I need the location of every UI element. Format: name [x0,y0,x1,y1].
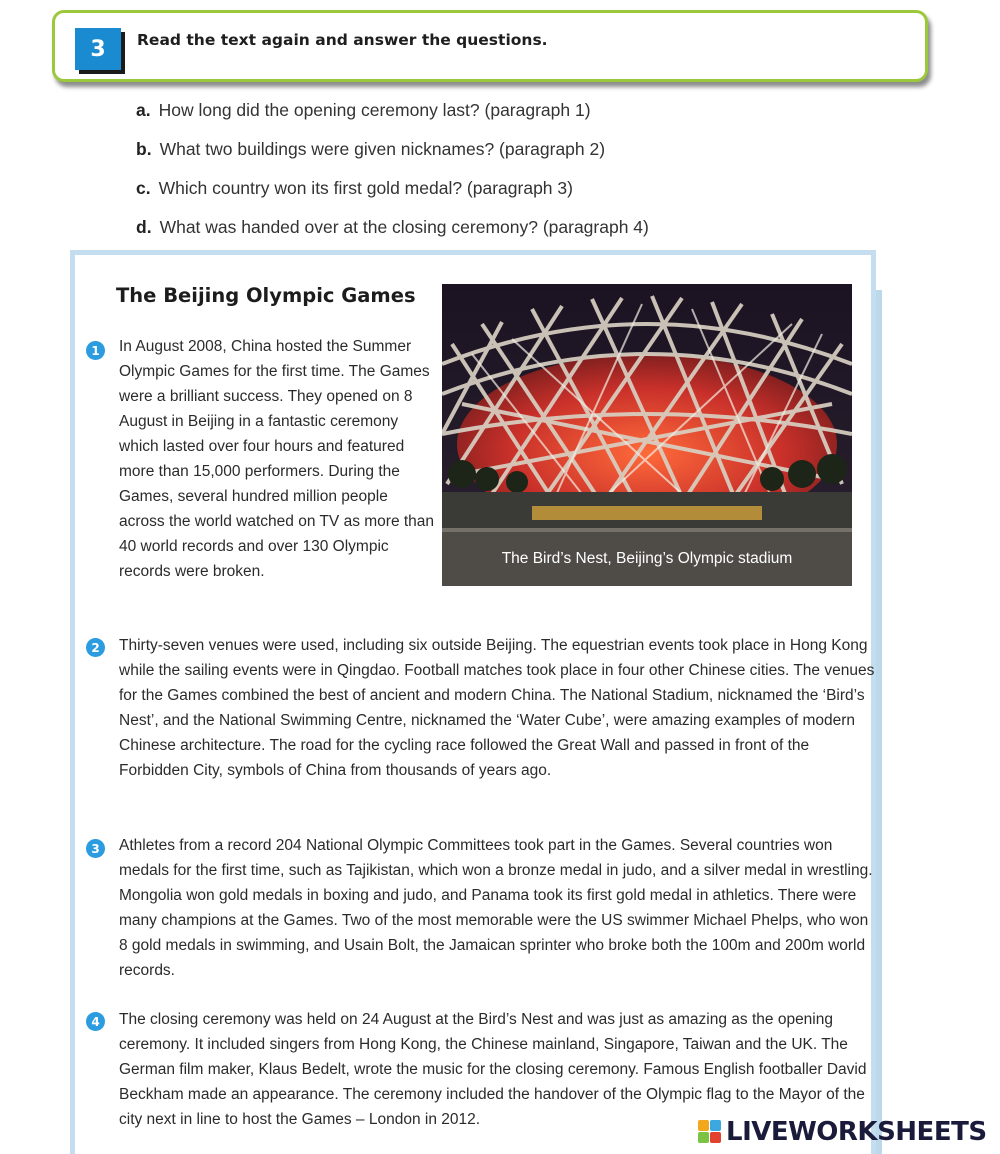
paragraph-number-4: 4 [86,1012,105,1031]
question-letter: c. [136,178,151,198]
question-item [136,137,649,176]
paragraph-2: Thirty-seven venues were used, including six outside Beijing. The equestrian events took place in Hong Kong while the sailing events were in Qingdao. Football matches took place in four other Chinese cities. The venues for the Games combined the best of ancient and modern China. The National Stadium, nicknamed the ‘Bird’s Nest’, and the National Swimming Centre, nicknamed the ‘Water Cube’, were amazing examples of modern Chinese architecture. The road for the cycling race followed the Great Wall and passed in front of the Forbidden City, symbols of China from thousands of years ago. [119,637,875,779]
question-list [136,98,649,254]
exercise-instruction: Read the text again and answer the questions. [137,31,548,49]
paragraph-3: Athletes from a record 204 National Olympic Committees took part in the Games. Several countries won medals for the first time, such as Tajikistan, which won a bronze medal in judo, and a silver medal in wrestling. Mongolia won gold medals in boxing and judo, and Panama took its first gold medal in athletics. There were many champions at the Games. Two of the most memorable were the US swimmer Michael Phelps, who won 8 gold medals in swimming, and Usain Bolt, the Jamaican sprinter who broke both the 100m and 200m world records. [119,837,873,979]
photo-caption: The Bird’s Nest, Beijing’s Olympic stadium [501,550,793,567]
liveworksheets-watermark [698,1117,987,1147]
paragraph-number-3: 3 [86,839,105,858]
question-item [136,215,649,254]
question-letter: d. [136,217,152,237]
stadium-illustration [442,284,852,586]
question-text: How long did the opening ceremony last? (paragraph 1) [158,100,591,120]
paragraph-4: The closing ceremony was held on 24 August at the Bird’s Nest and was just as amazing as the opening ceremony. It included singers from Hong Kong, the Chinese mainland, Singapore, Taiwan and the UK. The German film maker, Klaus Bedelt, wrote the music for the closing ceremony. Famous English footballer David Beckham made an appearance. The ceremony included the handover of the Olympic flag to the Mayor of the city next in line to host the Games – London in 2012. [119,1011,867,1128]
paragraph-number-1: 1 [86,341,105,360]
paragraph-number-2: 2 [86,638,105,657]
question-letter: a. [136,100,151,120]
question-text: What two buildings were given nicknames? (paragraph 2) [159,139,606,159]
question-item [136,98,649,137]
paragraph-1: In August 2008, China hosted the Summer Olympic Games for the first time. The Games were a brilliant success. They opened on 8 August in Beijing in a fantastic ceremony which lasted over four hours and featured more than 15,000 performers. During the Games, several hundred million people across the world watched on TV as more than 40 world records and over 130 Olympic records were broken. [119,338,435,580]
exercise-number-badge: 3 [75,28,121,70]
article-title: The Beijing Olympic Games [116,284,416,307]
question-letter: b. [136,139,152,159]
birds-nest-photo [442,284,852,586]
question-text: What was handed over at the closing ceremony? (paragraph 4) [159,217,649,237]
liveworksheets-logo-icon [698,1120,722,1144]
watermark-text: LIVEWORKSHEETS [726,1117,987,1147]
question-item [136,176,649,215]
question-text: Which country won its first gold medal? (paragraph 3) [158,178,573,198]
